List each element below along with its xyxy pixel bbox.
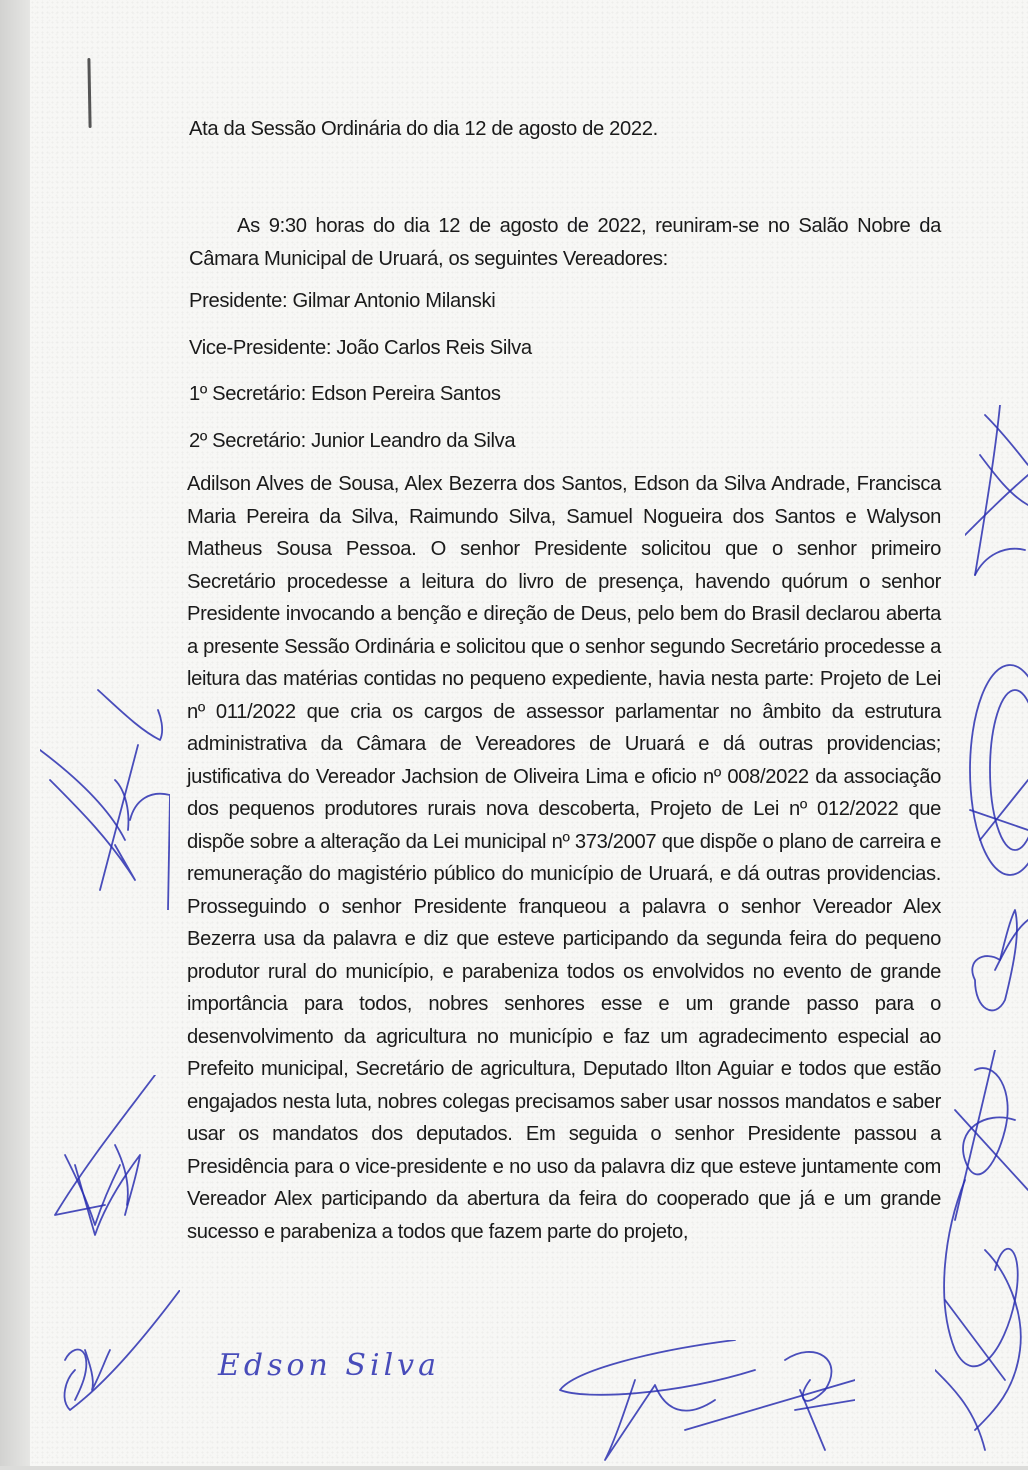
officers-list [185,278,941,464]
officer-first-secretary: 1º Secretário: Edson Pereira Santos [189,383,501,405]
officer-second-secretary: 2º Secretário: Junior Leandro da Silva [189,429,516,452]
intro-paragraph: As 9:30 horas do dia 12 de agosto de 2022, reuniram-se no Salão Nobre da Câmara Municipal de Uruará, os seguintes Vereadores: [189,215,941,270]
handwritten-signature-name: Edson Silva [218,1348,440,1383]
document-title: Ata da Sessão Ordinária do dia 12 de agosto de 2022. [189,118,658,140]
officer-vice-president: Vice-Presidente: João Carlos Reis Silva [189,336,532,359]
body-paragraph: Adilson Alves de Sousa, Alex Bezerra dos Santos, Edson da Silva Andrade, Francisca Maria Pereira da Silva, Raimundo Silva, Samuel Nogueira dos Santos e Walyson Matheus Sousa Pessoa. O senhor Presidente solicitou que o senhor primeiro Secretário procedesse a leitura do livro de presença, havendo quórum o senhor Presidente invocando a benção e direção de Deus, pelo bem do Brasil declarou aberta a presente Sessão Ordinária e solicitou que o senhor segundo Secretário procedesse a leitura das matérias contidas no pequeno expediente, havia nesta parte: Projeto de Lei nº 011/2022 que cria os cargos de assessor parlamentar no âmbito da estrutura administrativa da Câmara de Vereadores de Uruará e dá outras providencias; justificativa do Vereador Jachsion de Oliveira Lima e oficio nº 008/2022 da associação dos pequenos produtores rurais nova descoberta, Projeto de Lei nº 012/2022 que dispõe sobre a alteração da Lei municipal nº 373/2007 que dispõe o plano de carreira e remuneração do magistério público do município de Uruará, e dá outras providencias. Prosseguindo o senhor Presidente franqueou a palavra o senhor Vereador Alex Bezerra usa da palavra e diz que esteve participando da segunda feira do pequeno produtor rural do município, e parabeniza todos os envolvidos no evento de grande importância para todos, nobres senhores esse e um grande passo para o desenvolvimento da agricultura no município e faz um agradecimento especial ao Prefeito municipal, Secretário de agricultura, Deputado Ilton Aguiar e todos que estão engajados nesta luta, nobres colegas precisamos saber usar nossos mandatos e saber usar os mandatos dos deputados. Em seguida o senhor Presidente passou a Presidência para o vice-presidente e no uso da palavra diz que esteve juntamente com Vereador Alex participando da abertura da feira do cooperado que já e um grande sucesso e parabeniza a todos que fazem parte do projeto, [187,473,941,1243]
minutes-document [185,112,941,1248]
officer-president: Presidente: Gilmar Antonio Milanski [189,290,496,312]
scan-edge-shadow [0,0,30,1466]
